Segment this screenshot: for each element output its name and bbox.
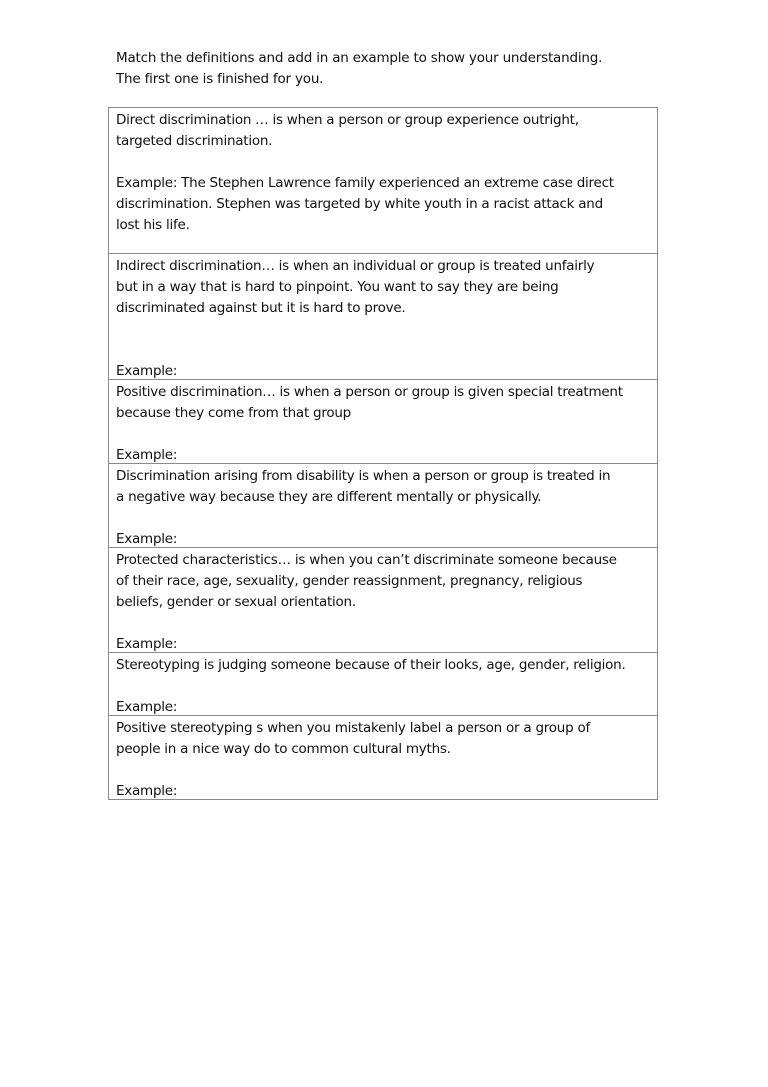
definition-row-positive-discrimination [109,380,657,464]
instruction-line: The first one is finished for you. [116,71,324,87]
definition-row-direct-discrimination [109,108,657,254]
definition-text [116,655,653,676]
example-label: Example: [116,699,178,715]
instructions [116,48,676,90]
definition-row-indirect-discrimination [109,254,657,380]
example-label: Example: [116,636,178,652]
text-line: of their race, age, sexuality, gender reassignment, pregnancy, religious [116,573,583,589]
text-line: lost his life. [116,217,190,233]
definition-text [116,550,653,613]
text-line: Positive stereotyping s when you mistakenly label a person or a group of [116,720,590,736]
text-line: discrimination. Stephen was targeted by white youth in a racist attack and [116,196,603,212]
text-line: Discrimination arising from disability is when a person or group is treated in [116,468,611,484]
text-line: beliefs, gender or sexual orientation. [116,594,356,610]
text-line: a negative way because they are different mentally or physically. [116,489,542,505]
definition-text [116,466,653,508]
definition-text [116,110,653,152]
example-label: Example: [116,363,178,379]
definition-text [116,718,653,760]
text-line: discriminated against but it is hard to prove. [116,300,406,316]
text-line: Direct discrimination … is when a person or group experience outright, [116,112,579,128]
definition-row-disability-discrimination [109,464,657,548]
text-line: because they come from that group [116,405,351,421]
definition-row-protected-characteristics [109,548,657,653]
instruction-line: Match the definitions and add in an example to show your understanding. [116,50,603,66]
definition-text [116,382,653,424]
text-line: people in a nice way do to common cultural myths. [116,741,451,757]
text-line: Positive discrimination… is when a person or group is given special treatment [116,384,623,400]
text-line: Example: The Stephen Lawrence family experienced an extreme case direct [116,175,614,191]
text-line: Stereotyping is judging someone because of their looks, age, gender, religion. [116,657,626,673]
definition-text [116,256,653,319]
definition-row-positive-stereotyping [109,716,657,800]
example-label: Example: [116,531,178,547]
text-line: targeted discrimination. [116,133,273,149]
text-line: but in a way that is hard to pinpoint. You want to say they are being [116,279,559,295]
text-line: Indirect discrimination… is when an individual or group is treated unfairly [116,258,595,274]
example-label: Example: [116,783,178,799]
definitions-table [108,107,658,800]
definition-row-stereotyping [109,653,657,716]
text-line: Protected characteristics… is when you can’t discriminate someone because [116,552,617,568]
example-text [116,173,653,236]
example-label: Example: [116,447,178,463]
